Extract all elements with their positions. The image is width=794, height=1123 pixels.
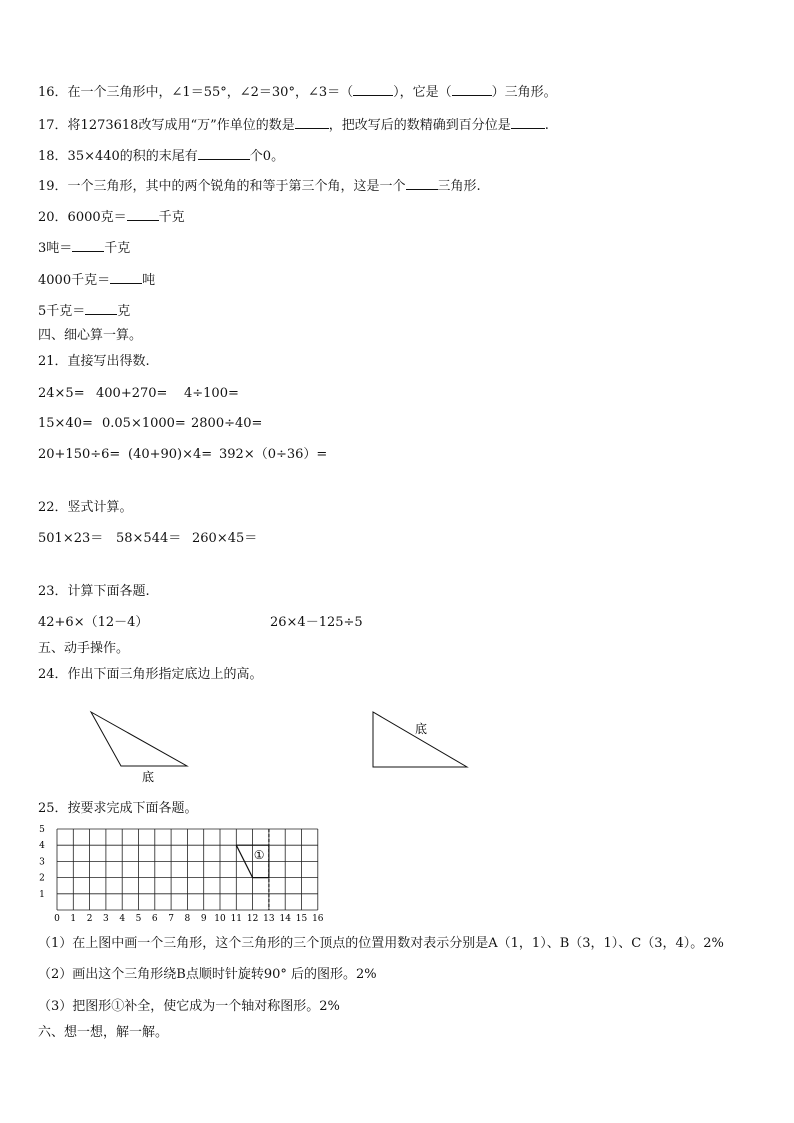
question-20a-text-b: 千克 [158, 210, 185, 225]
question-25: 25．按要求完成下面各题。 [38, 801, 198, 816]
question-16 [38, 83, 557, 101]
question-17 [38, 116, 549, 134]
question-19 [38, 177, 481, 195]
q21-item: 4÷100= [184, 386, 239, 401]
question-17-text-c: . [544, 118, 549, 133]
x-tick-label: 8 [184, 914, 191, 924]
x-tick-label: 3 [103, 914, 109, 924]
answer-blank[interactable] [511, 116, 545, 129]
section-5-heading: 五、动手操作。 [38, 641, 130, 656]
section-6-heading: 六、想一想，解一解。 [38, 1025, 169, 1040]
question-24: 24．作出下面三角形指定底边上的高。 [38, 667, 263, 682]
answer-blank[interactable] [406, 177, 438, 190]
answer-blank[interactable] [85, 302, 117, 315]
x-tick-label: 9 [200, 914, 207, 924]
q23-item: 26×4－125÷5 [270, 615, 363, 630]
question-22: 22．竖式计算。 [38, 500, 133, 515]
q24-triangle-right [365, 705, 480, 775]
q23-row [38, 615, 363, 631]
x-tick-label: 7 [168, 914, 174, 924]
x-tick-label: 1 [70, 914, 77, 924]
y-tick-label: 3 [39, 857, 45, 868]
question-20a-text-a: 20．6000克＝ [38, 210, 127, 225]
question-18-text-b: 个0。 [249, 149, 285, 164]
question-17-text-a: 17．将1273618改写成用“万”作单位的数是 [38, 118, 295, 133]
question-21: 21．直接写出得数. [38, 354, 150, 369]
x-tick-label: 15 [295, 914, 308, 924]
x-tick-label: 4 [119, 914, 126, 924]
q21-item: 400+270= [96, 386, 168, 401]
q21-item: (40+90)×4= [128, 447, 213, 462]
question-16-text-b: ），它是（ [393, 85, 452, 100]
answer-blank[interactable] [72, 239, 104, 252]
question-17-text-b: ，把改写后的数精确到百分位是 [328, 118, 511, 133]
answer-blank[interactable] [452, 83, 492, 96]
q21-item: 24×5= [38, 386, 85, 401]
q21-item: 392×（0÷36）= [219, 447, 328, 462]
question-25-sub-2: （2）画出这个三角形绕B点顺时针旋转90° 后的图形。2% [38, 967, 377, 982]
q24-triangle-left [80, 705, 200, 790]
question-25-sub-3: （3）把图形①补全，使它成为一个轴对称图形。2% [38, 999, 340, 1014]
x-tick-label: 16 [312, 914, 324, 924]
x-tick-label: 13 [263, 914, 275, 924]
question-25-sub-1: （1）在上图中画一个三角形，这个三角形的三个顶点的位置用数对表示分别是A（1，1）、B（3，1）、C（3，4）。2% [38, 936, 724, 951]
base-label: 底 [415, 722, 428, 736]
q21-item: 20+150÷6= [38, 447, 121, 462]
section-4-heading: 四、细心算一算。 [38, 328, 143, 343]
question-20b-text-a: 3吨＝ [38, 241, 73, 256]
x-tick-label: 2 [86, 914, 93, 924]
q21-item: 0.05×1000= [102, 416, 186, 431]
answer-blank[interactable] [110, 271, 142, 284]
y-tick-label: 2 [39, 873, 45, 884]
question-20b [38, 239, 130, 257]
q23-item: 42+6×（12－4） [38, 615, 149, 630]
question-20b-text-b: 千克 [104, 241, 131, 256]
question-20c-text-a: 4000千克＝ [38, 273, 111, 288]
x-tick-label: 11 [230, 914, 243, 924]
question-20c-text-b: 吨 [142, 273, 156, 288]
coordinate-grid[interactable] [36, 824, 336, 926]
y-tick-label: 1 [39, 889, 45, 900]
question-20d-text-a: 5千克＝ [38, 304, 86, 319]
answer-blank[interactable] [295, 116, 329, 129]
q22-item: 260×45＝ [192, 531, 258, 546]
q22-item: 501×23＝ [38, 531, 104, 546]
x-tick-label: 12 [246, 914, 259, 924]
x-tick-label: 0 [54, 914, 60, 924]
x-tick-label: 10 [214, 914, 226, 924]
x-tick-label: 5 [135, 914, 142, 924]
q21-item: 2800÷40= [191, 416, 263, 431]
q21-row-1 [38, 386, 239, 402]
q21-row-3 [38, 447, 327, 463]
answer-blank[interactable] [353, 83, 393, 96]
y-tick-label: 4 [39, 841, 45, 852]
question-18 [38, 147, 284, 165]
question-19-text-a: 19．一个三角形，其中的两个锐角的和等于第三个角，这是一个 [38, 179, 406, 194]
question-20c [38, 271, 155, 289]
q22-row [38, 531, 257, 547]
question-16-text-c: ）三角形。 [491, 85, 557, 100]
question-20d [38, 302, 130, 320]
q21-item: 15×40= [38, 416, 93, 431]
answer-blank[interactable] [127, 208, 159, 221]
question-23: 23．计算下面各题. [38, 584, 150, 599]
question-19-text-b: 三角形. [437, 179, 481, 194]
question-16-text-a: 16．在一个三角形中，∠1＝55°，∠2＝30°，∠3＝（ [38, 85, 354, 100]
question-20d-text-b: 克 [117, 304, 131, 319]
answer-blank[interactable] [198, 147, 250, 160]
question-18-text-a: 18．35×440的积的末尾有 [38, 149, 198, 164]
q21-row-2 [38, 416, 262, 432]
y-tick-label: 5 [39, 825, 45, 835]
shape-1-label: ① [253, 847, 265, 862]
q22-item: 58×544＝ [116, 531, 182, 546]
question-20a [38, 208, 185, 226]
x-tick-label: 14 [279, 914, 291, 924]
base-label: 底 [142, 770, 155, 784]
x-tick-label: 6 [151, 914, 158, 924]
